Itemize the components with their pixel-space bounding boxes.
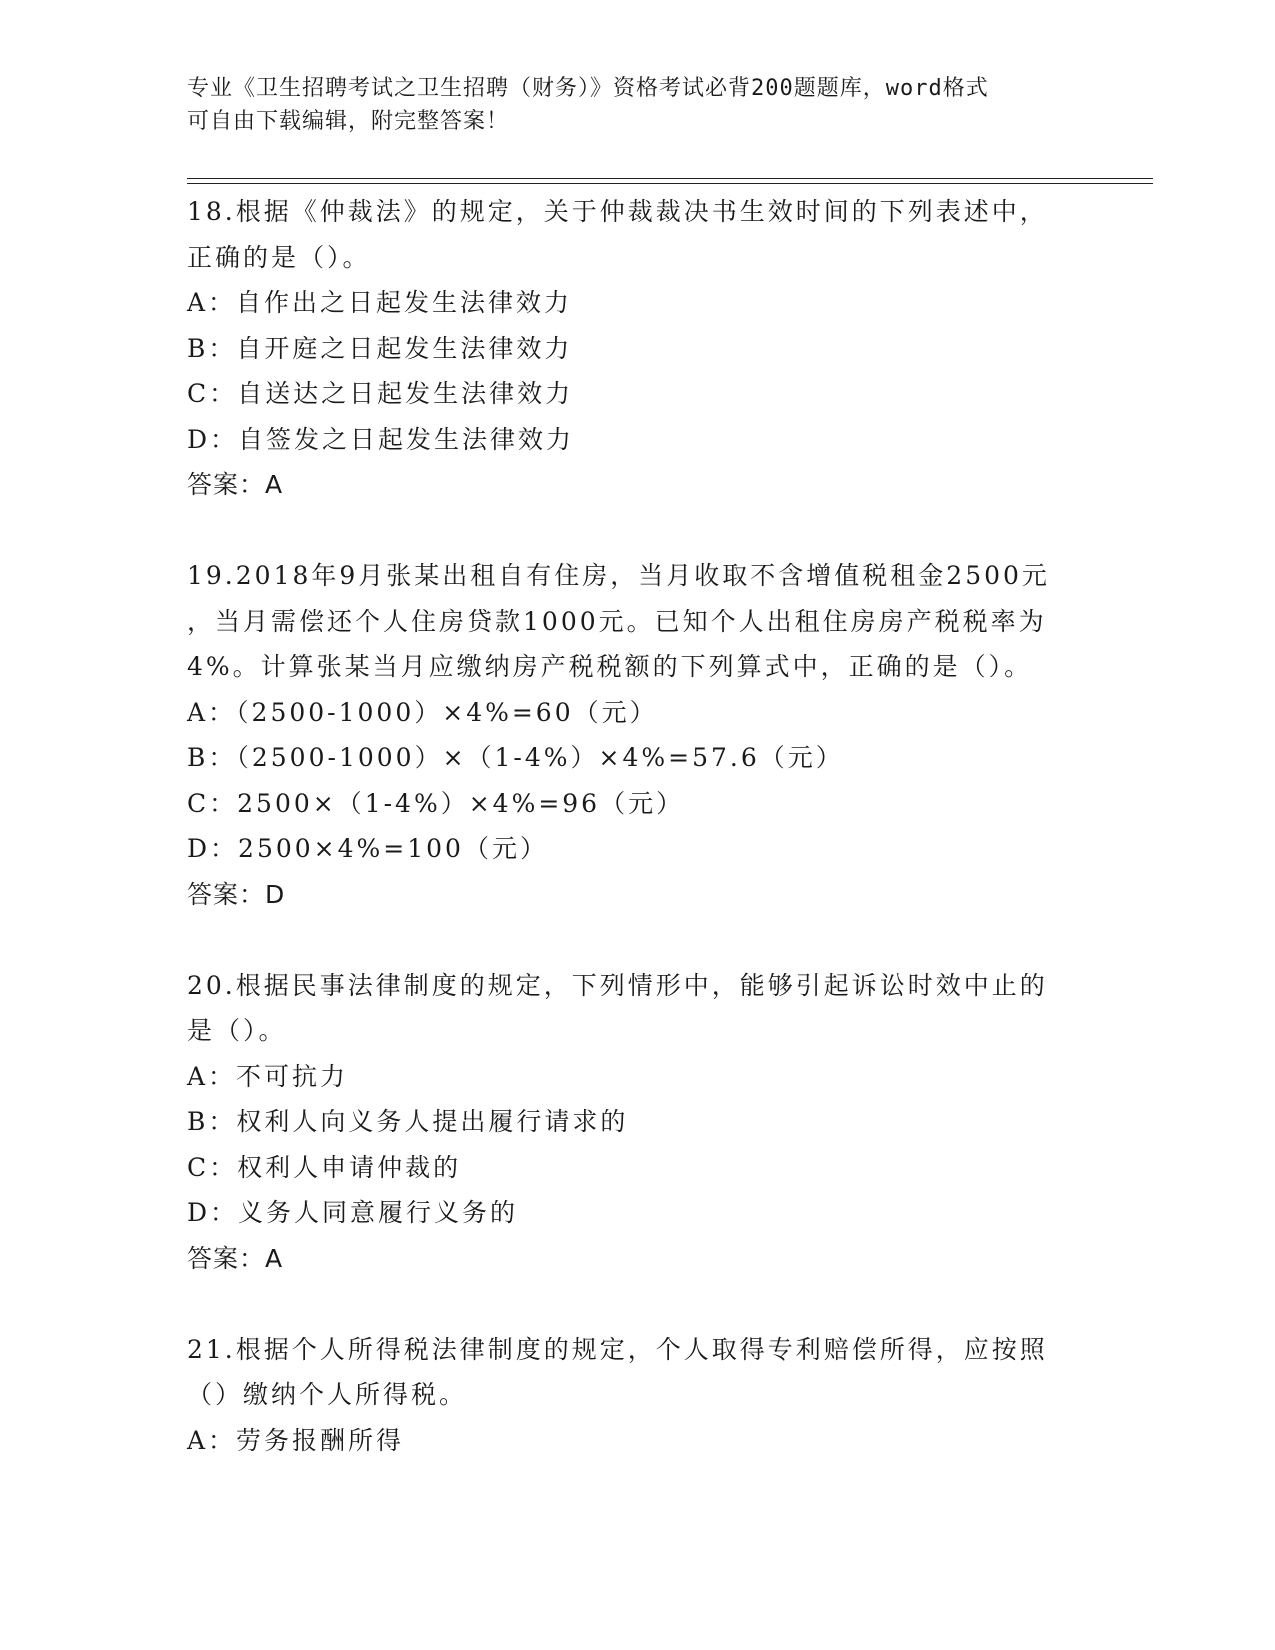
question-stem: ，当月需偿还个人住房贷款1000元。已知个人出租住房房产税税率为	[187, 606, 1047, 636]
option-a: A：不可抗力	[187, 1061, 349, 1091]
document-header	[187, 72, 1067, 138]
option-b: B：自开庭之日起发生法律效力	[187, 333, 573, 363]
option-a: A：自作出之日起发生法律效力	[187, 288, 573, 317]
question-stem: 4%。计算张某当月应缴纳房产税税额的下列算式中，正确的是（）。	[187, 652, 1033, 681]
question-stem: 19.2018年9月张某出租自有住房，当月收取不含增值税租金2500元	[187, 561, 1050, 590]
question-list	[187, 189, 1087, 1463]
question-18	[187, 189, 1087, 508]
header-rule-top	[187, 178, 1153, 179]
question-stem: （）缴纳个人所得税。	[187, 1380, 468, 1409]
option-b: B：（2500-1000）×（1-4%）×4%=57.6（元）	[187, 743, 844, 772]
question-stem: 18.根据《仲裁法》的规定，关于仲裁裁决书生效时间的下列表述中，	[187, 197, 1048, 226]
answer: 答案：A	[187, 470, 284, 499]
option-d: D：自签发之日起发生法律效力	[187, 424, 575, 454]
question-19	[187, 553, 1087, 917]
question-stem: 正确的是（）。	[187, 242, 371, 272]
answer: 答案：D	[187, 879, 286, 909]
header-rule-bottom	[187, 183, 1153, 184]
header-line-1: 专业《卫生招聘考试之卫生招聘（财务）》资格考试必背200题题库，word格式	[187, 76, 989, 101]
question-20	[187, 963, 1087, 1282]
answer: 答案：A	[187, 1243, 284, 1273]
question-stem: 21.根据个人所得税法律制度的规定，个人取得专利赔偿所得，应按照	[187, 1334, 1048, 1364]
option-c: C：2500×（1-4%）×4%=96（元）	[187, 788, 685, 818]
option-c: C：自送达之日起发生法律效力	[187, 379, 574, 408]
option-c: C：权利人申请仲裁的	[187, 1152, 462, 1182]
header-line-2: 可自由下载编辑，附完整答案！	[187, 109, 510, 134]
option-a: A：劳务报酬所得	[187, 1425, 405, 1455]
question-21	[187, 1327, 1087, 1464]
question-stem: 20.根据民事法律制度的规定，下列情形中，能够引起诉讼时效中止的	[187, 970, 1048, 1000]
option-d: D：2500×4%=100（元）	[187, 834, 548, 863]
option-b: B：权利人向义务人提出履行请求的	[187, 1107, 629, 1136]
option-a: A：（2500-1000）×4%=60（元）	[187, 697, 658, 727]
question-stem: 是（）。	[187, 1016, 287, 1045]
option-d: D：义务人同意履行义务的	[187, 1198, 519, 1227]
